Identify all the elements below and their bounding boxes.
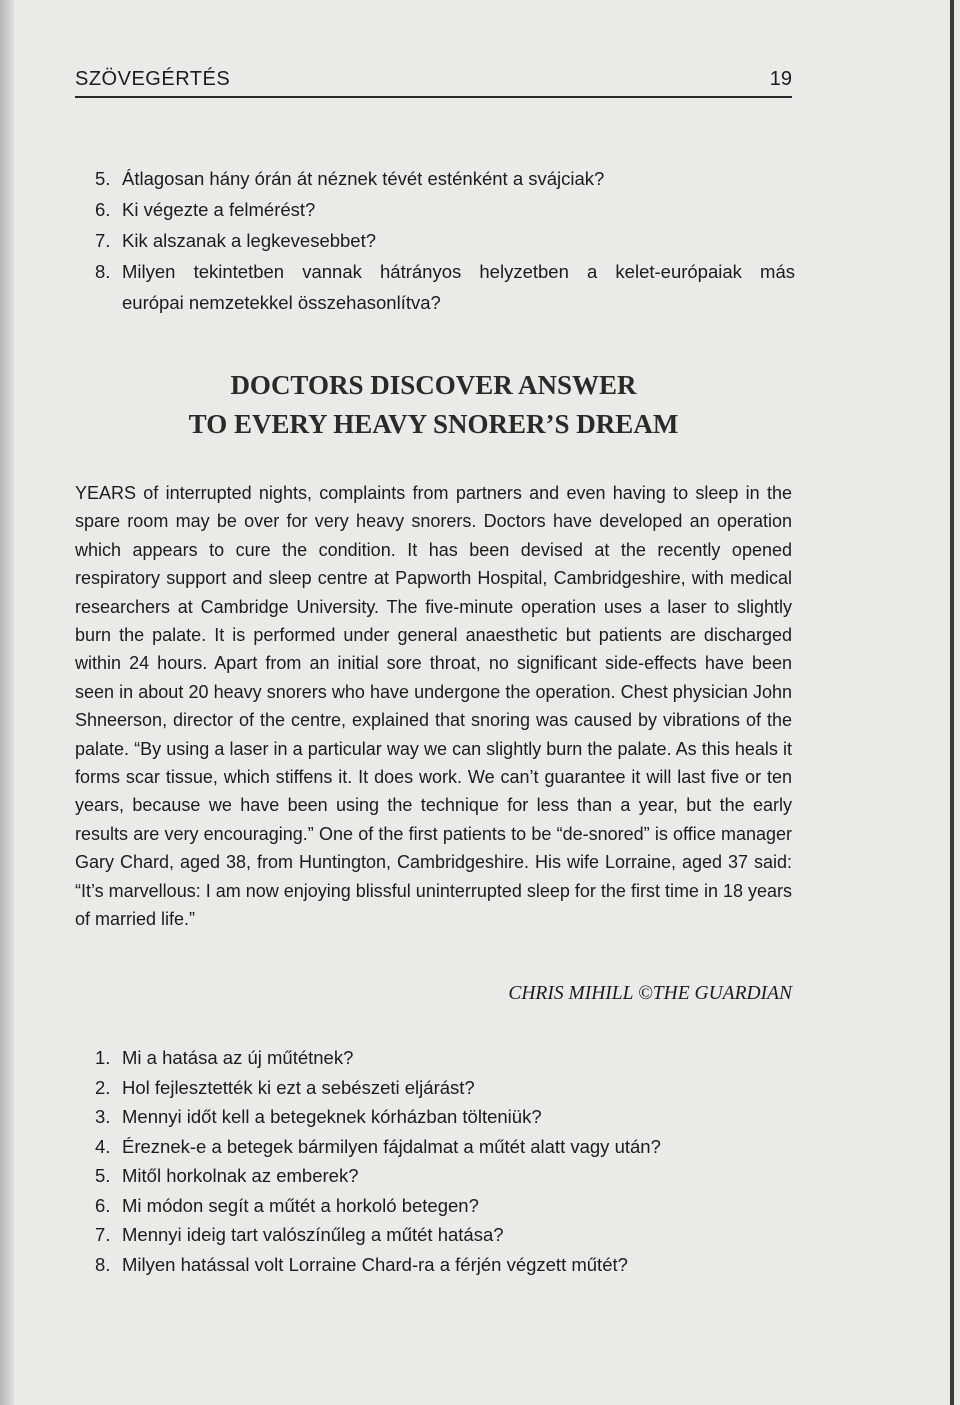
- list-item: [95, 1132, 795, 1162]
- question-text: Hol fejlesztették ki ezt a sebészeti eljárást?: [122, 1076, 475, 1098]
- question-text: Mennyi ideig tart valószínűleg a műtét hatása?: [122, 1224, 504, 1245]
- question-number: 4.: [95, 1135, 111, 1157]
- question-number: 6.: [95, 1194, 111, 1216]
- list-item: [95, 256, 795, 318]
- question-text: Mi módon segít a műtét a horkoló betegen?: [122, 1194, 479, 1216]
- list-item: [95, 225, 795, 256]
- article-title: [75, 366, 792, 444]
- question-number: 5.: [95, 1165, 111, 1186]
- page-header: [75, 68, 792, 98]
- list-item: [95, 1250, 795, 1280]
- scan-edge-left: [0, 0, 14, 1405]
- list-item: [95, 1102, 795, 1132]
- questions-after-list: [95, 1043, 795, 1279]
- question-text: Milyen hatással volt Lorraine Chard-ra a férjén végzett műtét?: [122, 1253, 628, 1275]
- section-title: SZÖVEGÉRTÉS: [75, 68, 231, 90]
- article-title-line1: DOCTORS DISCOVER ANSWER: [230, 370, 637, 400]
- question-text: Ki végezte a felmérést?: [122, 199, 316, 220]
- list-item: [95, 1220, 795, 1250]
- list-item: [95, 194, 795, 225]
- question-text: Éreznek-e a betegek bármilyen fájdalmat a műtét alatt vagy után?: [122, 1135, 661, 1157]
- question-number: 8.: [95, 261, 111, 282]
- question-number: 1.: [95, 1047, 111, 1068]
- list-item: [95, 163, 795, 194]
- article-title-line2: TO EVERY HEAVY SNORER’S DREAM: [188, 409, 679, 439]
- list-item: [95, 1161, 795, 1191]
- question-text: Mi a hatása az új műtétnek?: [122, 1047, 354, 1068]
- question-number: 7.: [95, 1224, 111, 1245]
- question-text: Átlagosan hány órán át néznek tévét esténként a svájciak?: [122, 168, 605, 189]
- question-number: 7.: [95, 230, 111, 251]
- list-item: [95, 1073, 795, 1103]
- list-item: [95, 1043, 795, 1073]
- questions-before-list: [95, 163, 795, 318]
- question-number: 2.: [95, 1076, 111, 1098]
- question-text-line1: Milyen tekintetben vannak hátrányos helyzetben a kelet-európaiak más: [122, 261, 795, 282]
- page-number: 19: [769, 68, 792, 90]
- article-byline: CHRIS MIHILL ©THE GUARDIAN: [508, 983, 792, 1004]
- question-text-line2: európai nemzetekkel összehasonlítva?: [122, 292, 441, 313]
- question-text: Kik alszanak a legkevesebbet?: [122, 230, 377, 251]
- question-number: 8.: [95, 1253, 111, 1275]
- question-text: Mitől horkolnak az emberek?: [122, 1165, 359, 1186]
- question-number: 3.: [95, 1106, 111, 1127]
- question-text: Mennyi időt kell a betegeknek kórházban tölteniük?: [122, 1106, 542, 1127]
- question-number: 6.: [95, 199, 111, 220]
- scan-edge-right: [950, 0, 954, 1405]
- list-item: [95, 1191, 795, 1221]
- question-number: 5.: [95, 168, 111, 189]
- article-body: YEARS of interrupted nights, complaints from partners and even having to sleep in the spare room may be over for very heavy snorers. Doctors have developed an operation which appears to cure the condition. It has been devised at the recently opened respiratory support and sleep centre at Papworth Hospital, Cambridgeshire, with medical researchers at Cambridge University. The five-minute operation uses a laser to slightly burn the palate. It is performed under general anaesthetic but patients are discharged within 24 hours. Apart from an initial sore throat, no significant side-effects have been seen in about 20 heavy snorers who have undergone the operation. Chest physician John Shneerson, director of the centre, explained that snoring was caused by vibrations of the palate. “By using a laser in a particular way we can slightly burn the palate. As this heals it forms scar tissue, which stiffens it. It does work. We can’t guarantee it will last five or ten years, because we have been using the technique for less than a year, but the early results are very encouraging.” One of the first patients to be “de-snored” is office manager Gary Chard, aged 38, from Huntington, Cambridgeshire. His wife Lorraine, aged 37 said: “It’s marvellous: I am now enjoying blissful uninterrupted sleep for the first time in 18 years of married life.”: [75, 483, 792, 930]
